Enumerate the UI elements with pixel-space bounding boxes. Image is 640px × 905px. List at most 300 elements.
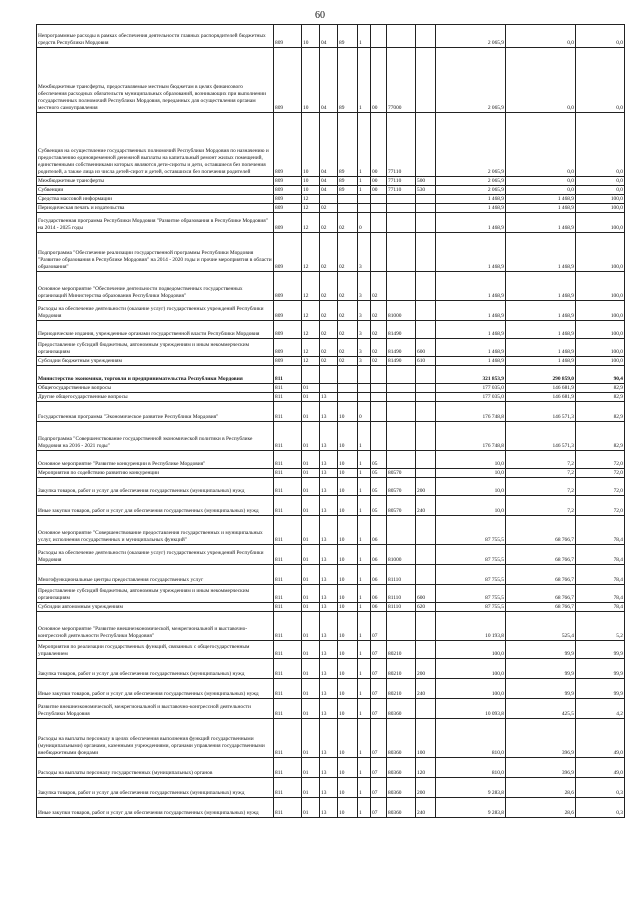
expense-type-code: 240 [416, 679, 436, 699]
program-code: 02 [338, 339, 358, 357]
direction-code [387, 422, 416, 451]
activity-code: 02 [371, 357, 387, 366]
table-row [37, 585, 625, 603]
direction-code: 77110 [387, 177, 416, 186]
expense-type-code: 200 [416, 778, 436, 798]
subsection-code: 13 [320, 659, 338, 679]
section-code: 01 [302, 679, 320, 699]
subsection-code: 13 [320, 565, 338, 585]
row-name: Государственная программа "Экономическое развитие Республики Мордовия" [37, 402, 274, 422]
expense-type-code [416, 545, 436, 565]
executed-amount: 1 468,9 [506, 213, 576, 233]
subsection-code: 13 [320, 719, 338, 758]
direction-code [387, 366, 416, 384]
planned-amount: 87 755,5 [436, 565, 506, 585]
execution-percent: 100,0 [576, 339, 625, 357]
row-name: Основное мероприятие "Обеспечение деятельности подведомственных государственных организаций Министерства образования Республики Мордовия" [37, 272, 274, 301]
planned-amount: 2 065,9 [436, 48, 506, 113]
section-code: 01 [302, 451, 320, 469]
planned-amount: 177 035,0 [436, 384, 506, 393]
execution-percent: 4,2 [576, 699, 625, 719]
program-code: 02 [338, 213, 358, 233]
subsection-code: 13 [320, 798, 338, 818]
subprogram-code: 1 [358, 177, 371, 186]
planned-amount: 1 468,9 [436, 301, 506, 321]
executed-amount: 1 468,9 [506, 301, 576, 321]
direction-code: 80570 [387, 478, 416, 496]
subprogram-code: 1 [358, 545, 371, 565]
execution-percent: 100,0 [576, 195, 625, 204]
page-number: 60 [315, 10, 325, 21]
subsection-code: 13 [320, 469, 338, 478]
subprogram-code [358, 384, 371, 393]
planned-amount: 1 468,9 [436, 195, 506, 204]
table-row [37, 758, 625, 778]
direction-code: 80210 [387, 659, 416, 679]
subsection-code: 02 [320, 357, 338, 366]
ministry-code: 809 [274, 233, 302, 272]
executed-amount: 7,2 [506, 478, 576, 496]
table-row [37, 699, 625, 719]
section-code: 01 [302, 422, 320, 451]
direction-code: 80570 [387, 496, 416, 516]
executed-amount: 68 766,7 [506, 516, 576, 545]
planned-amount: 1 468,9 [436, 204, 506, 213]
executed-amount: 146 681,9 [506, 384, 576, 393]
table-row [37, 659, 625, 679]
expense-type-code: 200 [416, 478, 436, 496]
activity-code: 07 [371, 778, 387, 798]
row-name: Подпрограмма "Совершенствование государственной экономической политики в Республике Мордовия на 2016 - 2021 годы" [37, 422, 274, 451]
activity-code: 00 [371, 113, 387, 177]
planned-amount: 10,0 [436, 496, 506, 516]
subprogram-code: 1 [358, 699, 371, 719]
program-code: 10 [338, 659, 358, 679]
execution-percent: 0,0 [576, 177, 625, 186]
executed-amount: 290 859,0 [506, 366, 576, 384]
table-row [37, 451, 625, 469]
subsection-code: 04 [320, 113, 338, 177]
program-code [338, 366, 358, 384]
subsection-code: 13 [320, 585, 338, 603]
execution-percent: 82,9 [576, 384, 625, 393]
execution-percent: 82,9 [576, 393, 625, 402]
expense-type-code [416, 301, 436, 321]
direction-code: 80360 [387, 758, 416, 778]
execution-percent: 78,4 [576, 545, 625, 565]
direction-code [387, 233, 416, 272]
expense-type-code [416, 565, 436, 585]
execution-percent: 78,4 [576, 585, 625, 603]
planned-amount: 2 065,9 [436, 25, 506, 48]
subsection-code: 13 [320, 699, 338, 719]
expense-type-code [416, 384, 436, 393]
planned-amount: 176 748,8 [436, 402, 506, 422]
ministry-code: 811 [274, 402, 302, 422]
table-row [37, 233, 625, 272]
planned-amount: 10,0 [436, 451, 506, 469]
activity-code: 02 [371, 321, 387, 339]
program-code: 10 [338, 545, 358, 565]
subprogram-code: 3 [358, 357, 371, 366]
activity-code: 07 [371, 659, 387, 679]
direction-code [387, 516, 416, 545]
direction-code: 80360 [387, 699, 416, 719]
executed-amount: 28,6 [506, 798, 576, 818]
expense-type-code [416, 195, 436, 204]
direction-code [387, 402, 416, 422]
row-name: Подпрограмма "Обеспечение реализации государственной программы Республики Мордовия "Развитие образования в Республике Мордовия" на 2014 - 2020 годы и прочие мероприятия в области образования" [37, 233, 274, 272]
subprogram-code: 3 [358, 339, 371, 357]
executed-amount: 99,9 [506, 641, 576, 659]
activity-code [371, 204, 387, 213]
row-name: Периодические издания, учрежденные органами государственной власти Республики Мордовия [37, 321, 274, 339]
execution-percent: 78,4 [576, 516, 625, 545]
subprogram-code [358, 366, 371, 384]
section-code: 12 [302, 357, 320, 366]
row-name: Расходы на выплаты персоналу государственных (муниципальных) органов [37, 758, 274, 778]
section-code: 01 [302, 545, 320, 565]
execution-percent: 99,9 [576, 679, 625, 699]
planned-amount: 9 283,8 [436, 798, 506, 818]
activity-code: 00 [371, 186, 387, 195]
expense-type-code [416, 366, 436, 384]
table-row [37, 339, 625, 357]
row-name: Основное мероприятие "Развитие внешнеэкономической, межрегиональной и выставочно-конгрессной деятельности Республики Мордовия" [37, 612, 274, 641]
activity-code [371, 25, 387, 48]
ministry-code: 811 [274, 798, 302, 818]
direction-code: 77000 [387, 48, 416, 113]
planned-amount: 100,0 [436, 641, 506, 659]
subprogram-code: 1 [358, 565, 371, 585]
row-name: Закупка товаров, работ и услуг для обеспечения государственных (муниципальных) нужд [37, 778, 274, 798]
row-name: Расходы на выплаты персоналу в целях обеспечения выполнения функций государственными (муниципальными) органами, казенными учреждениями, органами управления государственными внебюджетными фондами [37, 719, 274, 758]
ministry-code: 809 [274, 301, 302, 321]
subprogram-code: 1 [358, 48, 371, 113]
ministry-code: 809 [274, 177, 302, 186]
expense-type-code: 500 [416, 177, 436, 186]
ministry-code: 811 [274, 516, 302, 545]
execution-percent: 72,0 [576, 469, 625, 478]
section-code: 01 [302, 384, 320, 393]
program-code [338, 195, 358, 204]
executed-amount: 99,9 [506, 659, 576, 679]
ministry-code: 811 [274, 758, 302, 778]
subsection-code: 04 [320, 177, 338, 186]
direction-code [387, 272, 416, 301]
subsection-code: 02 [320, 339, 338, 357]
executed-amount: 1 468,9 [506, 204, 576, 213]
ministry-code: 809 [274, 321, 302, 339]
subsection-code: 02 [320, 213, 338, 233]
program-code: 89 [338, 48, 358, 113]
activity-code: 02 [371, 339, 387, 357]
table-row [37, 778, 625, 798]
activity-code: 06 [371, 585, 387, 603]
direction-code [387, 451, 416, 469]
activity-code: 07 [371, 758, 387, 778]
expense-type-code: 200 [416, 659, 436, 679]
row-name: Основное мероприятие "Развитие конкуренции в Республике Мордовия" [37, 451, 274, 469]
subsection-code [320, 366, 338, 384]
program-code: 10 [338, 516, 358, 545]
section-code: 01 [302, 641, 320, 659]
section-code: 01 [302, 659, 320, 679]
table-row [37, 113, 625, 177]
section-code: 01 [302, 603, 320, 612]
direction-code [387, 195, 416, 204]
subsection-code: 13 [320, 679, 338, 699]
subsection-code: 13 [320, 778, 338, 798]
executed-amount: 1 468,9 [506, 357, 576, 366]
direction-code [387, 393, 416, 402]
ministry-code: 809 [274, 213, 302, 233]
executed-amount: 0,0 [506, 113, 576, 177]
expense-type-code: 120 [416, 758, 436, 778]
subprogram-code: 1 [358, 778, 371, 798]
program-code: 10 [338, 565, 358, 585]
expense-type-code [416, 213, 436, 233]
activity-code: 05 [371, 496, 387, 516]
subprogram-code: 1 [358, 496, 371, 516]
row-name: Расходы на обеспечение деятельности (оказание услуг) государственных учреждений Республики Мордовия [37, 301, 274, 321]
planned-amount: 2 065,9 [436, 113, 506, 177]
program-code: 02 [338, 301, 358, 321]
section-code: 12 [302, 204, 320, 213]
program-code [338, 384, 358, 393]
executed-amount: 1 468,9 [506, 272, 576, 301]
direction-code [387, 213, 416, 233]
execution-percent: 99,9 [576, 641, 625, 659]
program-code: 10 [338, 603, 358, 612]
activity-code: 07 [371, 612, 387, 641]
activity-code [371, 384, 387, 393]
program-code: 10 [338, 758, 358, 778]
expense-type-code [416, 451, 436, 469]
subsection-code: 02 [320, 233, 338, 272]
direction-code: 81490 [387, 339, 416, 357]
direction-code: 81110 [387, 603, 416, 612]
executed-amount: 68 766,7 [506, 603, 576, 612]
ministry-code: 811 [274, 384, 302, 393]
ministry-code: 811 [274, 469, 302, 478]
expense-type-code [416, 641, 436, 659]
expense-type-code: 240 [416, 798, 436, 818]
program-code: 10 [338, 778, 358, 798]
subsection-code: 13 [320, 402, 338, 422]
expense-type-code [416, 469, 436, 478]
expense-type-code: 100 [416, 719, 436, 758]
subprogram-code: 1 [358, 186, 371, 195]
direction-code: 80210 [387, 641, 416, 659]
subsection-code: 13 [320, 641, 338, 659]
planned-amount: 177 035,0 [436, 393, 506, 402]
row-name: Субсидии автономным учреждениям [37, 603, 274, 612]
executed-amount: 68 766,7 [506, 565, 576, 585]
executed-amount: 0,0 [506, 186, 576, 195]
execution-percent: 72,0 [576, 496, 625, 516]
expense-type-code [416, 321, 436, 339]
subsection-code: 13 [320, 478, 338, 496]
subprogram-code: 0 [358, 213, 371, 233]
section-code: 10 [302, 186, 320, 195]
row-name: Развитие внешнеэкономической, межрегиональной и выставочно-конгрессной деятельности Республики Мордовия [37, 699, 274, 719]
subprogram-code: 3 [358, 321, 371, 339]
subsection-code: 13 [320, 496, 338, 516]
subsection-code: 13 [320, 516, 338, 545]
table-row [37, 612, 625, 641]
direction-code: 80210 [387, 679, 416, 699]
executed-amount: 68 766,7 [506, 545, 576, 565]
ministry-code: 809 [274, 272, 302, 301]
executed-amount: 146 571,3 [506, 402, 576, 422]
table-row [37, 641, 625, 659]
activity-code [371, 213, 387, 233]
section-code: 12 [302, 321, 320, 339]
direction-code: 80360 [387, 798, 416, 818]
planned-amount: 2 065,9 [436, 177, 506, 186]
execution-percent: 0,0 [576, 48, 625, 113]
direction-code: 81110 [387, 565, 416, 585]
activity-code: 00 [371, 177, 387, 186]
subsection-code: 02 [320, 301, 338, 321]
ministry-code: 811 [274, 451, 302, 469]
program-code: 10 [338, 798, 358, 818]
subprogram-code: 3 [358, 272, 371, 301]
section-code: 01 [302, 778, 320, 798]
direction-code [387, 384, 416, 393]
execution-percent: 99,9 [576, 659, 625, 679]
program-code: 10 [338, 496, 358, 516]
row-name: Министерство экономики, торговли и предпринимательства Республики Мордовия [37, 366, 274, 384]
row-name: Предоставление субсидий бюджетным, автономным учреждениям и иным некоммерческим организациям [37, 339, 274, 357]
row-name: Основное мероприятие "Совершенствование предоставления государственных и муниципальных услуг, исполнения государственных и муниципальных функций" [37, 516, 274, 545]
execution-percent: 78,4 [576, 565, 625, 585]
table-row [37, 422, 625, 451]
subprogram-code [358, 204, 371, 213]
activity-code: 06 [371, 603, 387, 612]
row-name: Общегосударственные вопросы [37, 384, 274, 393]
subsection-code: 13 [320, 451, 338, 469]
table-row [37, 25, 625, 48]
row-name: Мероприятия по реализации государственных функций, связанных с общегосударственным управлением [37, 641, 274, 659]
row-name: Межбюджетные трансферты, предоставляемые местным бюджетам в целях финансового обеспечения расходных обязательств муниципальных образований, возникающих при выполнении государственных полномочий Республики Мордовия, переданных для осуществления органам местного самоуправления [37, 48, 274, 113]
program-code: 10 [338, 612, 358, 641]
subsection-code: 13 [320, 545, 338, 565]
subprogram-code [358, 195, 371, 204]
activity-code [371, 233, 387, 272]
planned-amount: 87 755,5 [436, 585, 506, 603]
subprogram-code: 1 [358, 612, 371, 641]
section-code: 01 [302, 516, 320, 545]
program-code: 10 [338, 719, 358, 758]
row-name: Субвенция на осуществление государственных полномочий Республики Мордовия по назначению и предоставлению единовременной денежной выплаты на капитальный ремонт жилых помещений, единственными собственниками которых являются дети-сироты и дети, оставшиеся без попечения родителей, а также лица из числа детей-сирот и детей, оставшихся без попечения родителей [37, 113, 274, 177]
execution-percent: 100,0 [576, 357, 625, 366]
program-code: 89 [338, 25, 358, 48]
planned-amount: 100,0 [436, 659, 506, 679]
table-row [37, 402, 625, 422]
section-code: 12 [302, 213, 320, 233]
program-code: 10 [338, 469, 358, 478]
expense-type-code [416, 516, 436, 545]
execution-percent: 0,0 [576, 25, 625, 48]
section-code: 01 [302, 758, 320, 778]
execution-percent: 78,4 [576, 603, 625, 612]
executed-amount: 0,0 [506, 177, 576, 186]
execution-percent: 100,0 [576, 301, 625, 321]
subprogram-code: 1 [358, 516, 371, 545]
row-name: Непрограммные расходы в рамках обеспечения деятельности главных распорядителей бюджетных средств Республики Мордовия [37, 25, 274, 48]
ministry-code: 809 [274, 25, 302, 48]
ministry-code: 809 [274, 204, 302, 213]
expense-type-code: 600 [416, 585, 436, 603]
section-code: 01 [302, 719, 320, 758]
executed-amount: 7,2 [506, 469, 576, 478]
execution-percent: 100,0 [576, 321, 625, 339]
ministry-code: 811 [274, 679, 302, 699]
executed-amount: 1 468,9 [506, 321, 576, 339]
table-row [37, 321, 625, 339]
expense-type-code [416, 233, 436, 272]
activity-code: 02 [371, 272, 387, 301]
ministry-code: 809 [274, 339, 302, 357]
execution-percent: 72,0 [576, 451, 625, 469]
program-code: 10 [338, 585, 358, 603]
activity-code: 06 [371, 516, 387, 545]
ministry-code: 809 [274, 113, 302, 177]
program-code: 10 [338, 402, 358, 422]
subprogram-code: 1 [358, 659, 371, 679]
expense-type-code [416, 272, 436, 301]
expense-type-code [416, 48, 436, 113]
subprogram-code: 1 [358, 451, 371, 469]
table-row [37, 204, 625, 213]
execution-percent: 0,0 [576, 113, 625, 177]
section-code: 01 [302, 565, 320, 585]
subsection-code: 13 [320, 422, 338, 451]
section-code: 01 [302, 699, 320, 719]
program-code: 02 [338, 357, 358, 366]
expense-type-code: 240 [416, 496, 436, 516]
direction-code: 81490 [387, 357, 416, 366]
subprogram-code: 1 [358, 469, 371, 478]
subsection-code: 13 [320, 603, 338, 612]
executed-amount: 99,9 [506, 679, 576, 699]
subprogram-code: 1 [358, 25, 371, 48]
section-code: 12 [302, 339, 320, 357]
executed-amount: 146 681,9 [506, 393, 576, 402]
ministry-code: 809 [274, 357, 302, 366]
section-code: 01 [302, 402, 320, 422]
executed-amount: 68 766,7 [506, 585, 576, 603]
planned-amount: 100,0 [436, 679, 506, 699]
program-code: 10 [338, 478, 358, 496]
execution-percent: 5,2 [576, 612, 625, 641]
ministry-code: 811 [274, 699, 302, 719]
executed-amount: 1 468,9 [506, 195, 576, 204]
subprogram-code: 1 [358, 422, 371, 451]
ministry-code: 811 [274, 719, 302, 758]
executed-amount: 1 468,9 [506, 233, 576, 272]
planned-amount: 1 468,9 [436, 357, 506, 366]
planned-amount: 10,0 [436, 478, 506, 496]
expense-type-code [416, 393, 436, 402]
subprogram-code: 1 [358, 603, 371, 612]
direction-code: 80360 [387, 719, 416, 758]
table-row [37, 177, 625, 186]
program-code [338, 393, 358, 402]
table-row [37, 565, 625, 585]
